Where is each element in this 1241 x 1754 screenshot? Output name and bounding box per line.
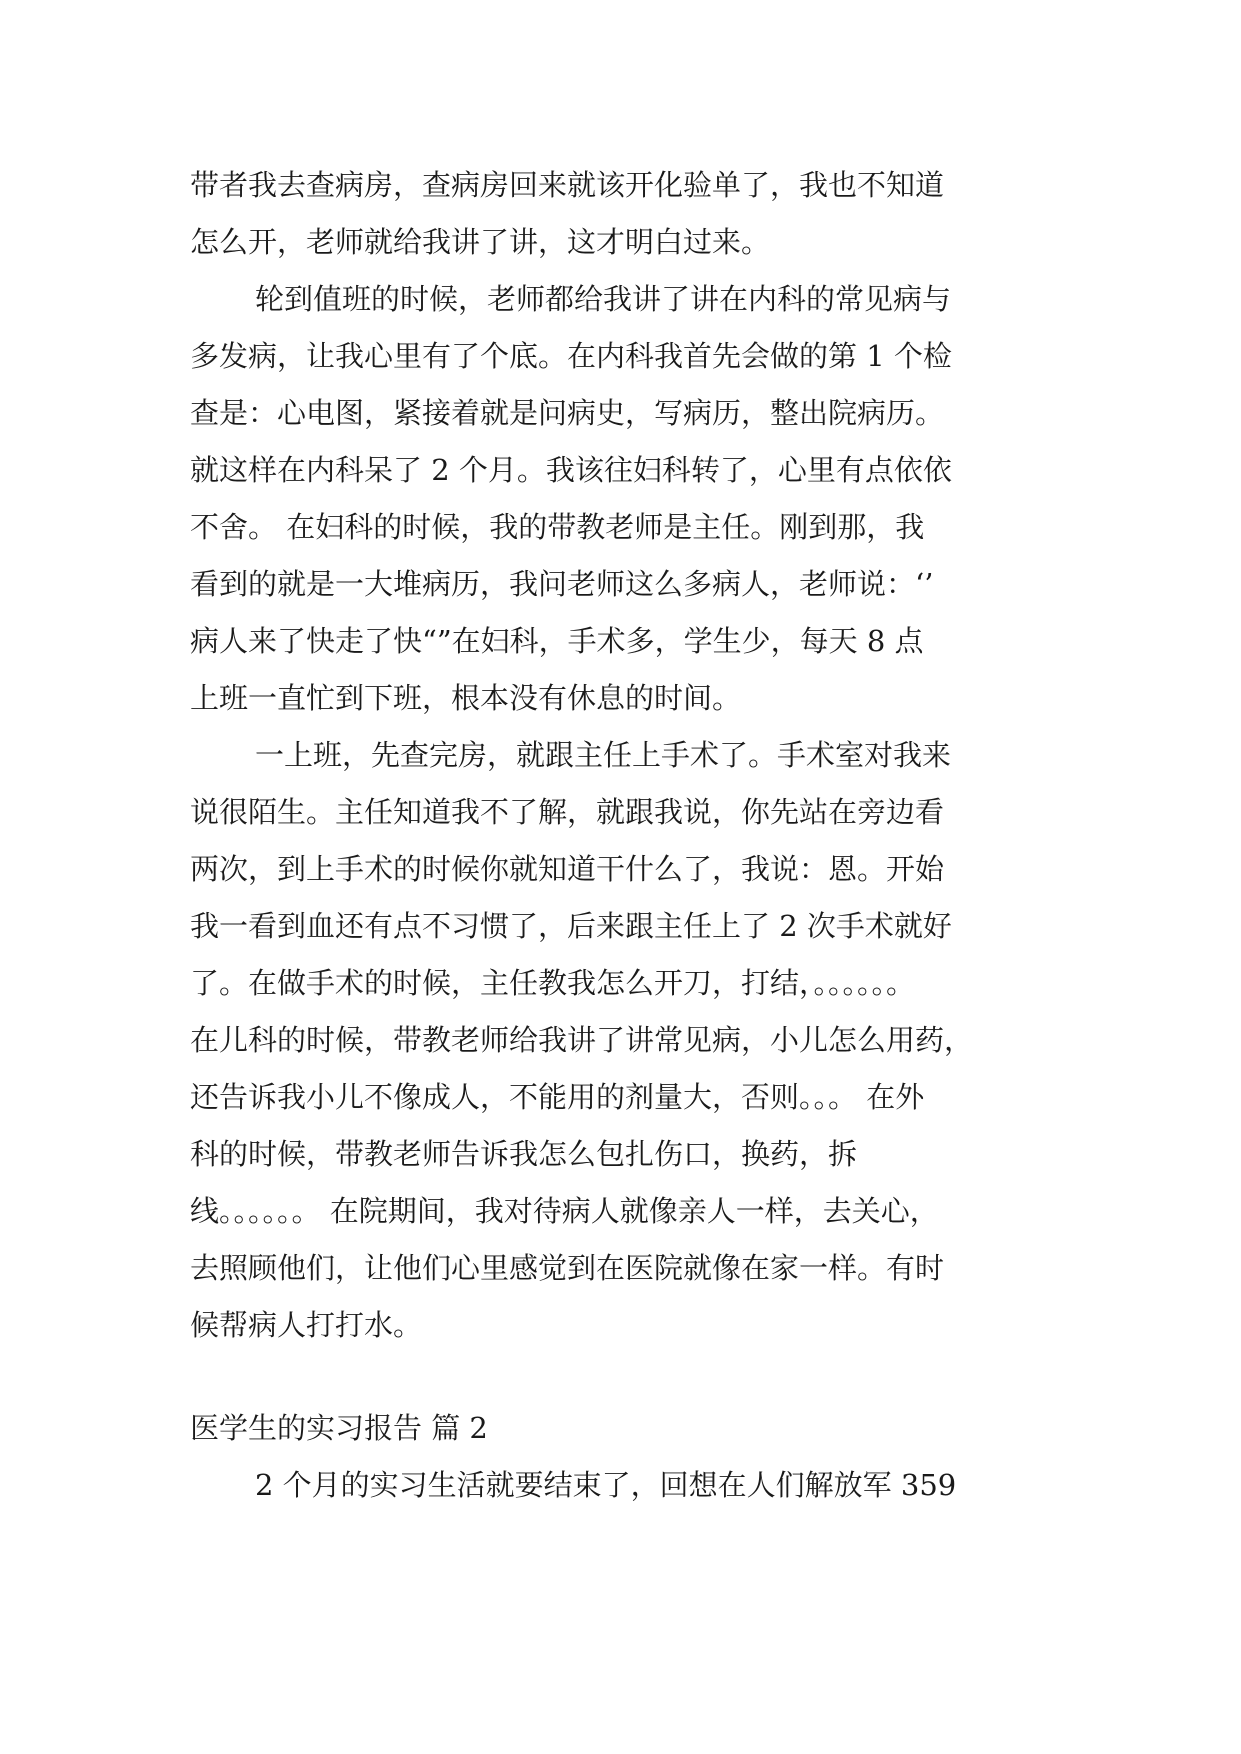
text-line: 去照顾他们，让他们心里感觉到在医院就像在家一样。有时 bbox=[190, 1251, 945, 1285]
text-line: 怎么开，老师就给我讲了讲，这才明白过来。 bbox=[190, 225, 771, 259]
text-line: 带者我去查病房，查病房回来就该开化验单了，我也不知道 bbox=[190, 168, 945, 202]
text-line: 看到的就是一大堆病历，我问老师这么多病人，老师说：‘’ bbox=[190, 567, 934, 601]
text-line: 还告诉我小儿不像成人，不能用的剂量大，否则。。。 在外 bbox=[190, 1080, 925, 1114]
text-line: 说很陌生。主任知道我不了解，就跟我说，你先站在旁边看 bbox=[190, 795, 945, 829]
text-line: 一上班，先查完房，就跟主任上手术了。手术室对我来 bbox=[255, 738, 952, 772]
paragraph-3 bbox=[190, 727, 1060, 1354]
text-line: 候帮病人打打水。 bbox=[190, 1308, 423, 1342]
section-heading: 医学生的实习报告 篇 2 bbox=[190, 1411, 488, 1445]
text-line: 轮到值班的时候，老师都给我讲了讲在内科的常见病与 bbox=[255, 282, 952, 316]
document-body bbox=[190, 157, 1060, 1514]
text-line: 查是：心电图，紧接着就是问病史，写病历，整出院病历。 bbox=[190, 396, 945, 430]
text-line: 了。在做手术的时候，主任教我怎么开刀，打结，。。。。。。 bbox=[190, 966, 916, 1000]
text-line: 病人来了快走了快“”在妇科，手术多，学生少，每天 8 点 bbox=[190, 624, 924, 658]
paragraph-4 bbox=[190, 1457, 1060, 1514]
text-line: 两次，到上手术的时候你就知道干什么了，我说：恩。开始 bbox=[190, 852, 945, 886]
text-line: 多发病，让我心里有了个底。在内科我首先会做的第 1 个检 bbox=[190, 339, 952, 373]
paragraph-2 bbox=[190, 271, 1060, 727]
text-line: 就这样在内科呆了 2 个月。我该往妇科转了，心里有点依依 bbox=[190, 453, 952, 487]
paragraph-1 bbox=[190, 157, 1060, 271]
text-line: 在儿科的时候，带教老师给我讲了讲常见病，小儿怎么用药， bbox=[190, 1023, 974, 1057]
text-line: 2 个月的实习生活就要结束了，回想在人们解放军 359 bbox=[255, 1468, 957, 1502]
text-line: 上班一直忙到下班，根本没有休息的时间。 bbox=[190, 681, 742, 715]
text-line: 线。。。。。。 在院期间，我对待病人就像亲人一样，去关心， bbox=[190, 1194, 939, 1228]
text-line: 我一看到血还有点不习惯了，后来跟主任上了 2 次手术就好 bbox=[190, 909, 952, 943]
text-line: 不舍。 在妇科的时候，我的带教老师是主任。刚到那，我 bbox=[190, 510, 925, 544]
text-line: 科的时候，带教老师告诉我怎么包扎伤口，换药，拆 bbox=[190, 1137, 858, 1171]
